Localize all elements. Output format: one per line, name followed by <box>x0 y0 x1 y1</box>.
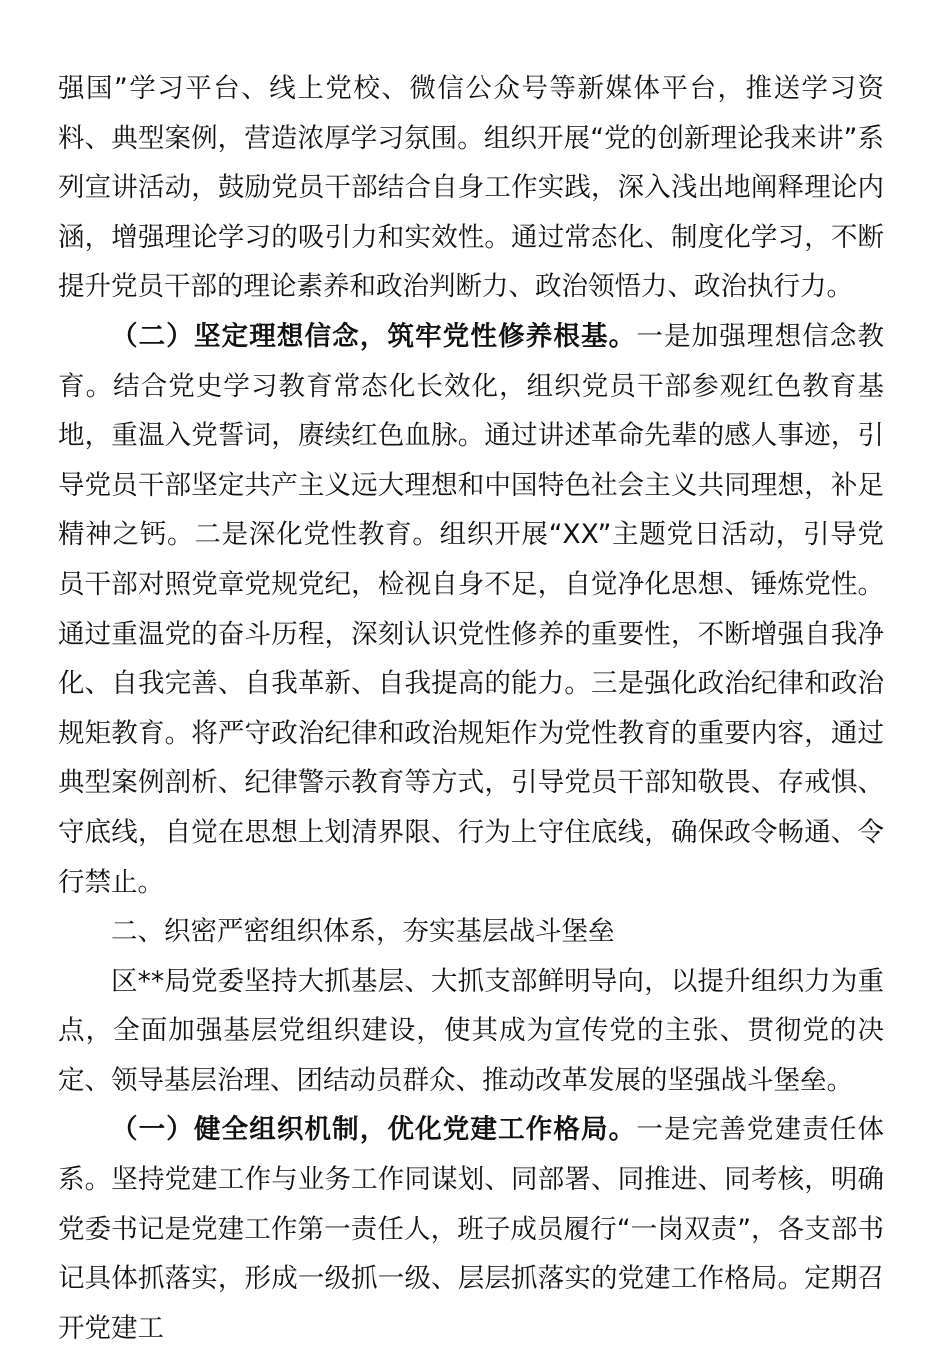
paragraph-text: 一是加强理想信念教育。结合党史学习教育常态化长效化，组织党员干部参观红色教育基地，重温入党誓词，赓续红色血脉。通过讲述革命先辈的感人事迹，引导党员干部坚定共产主义远大理想和中国特色社会主义共同理想，补足精神之钙。二是深化党性教育。组织开展“XX”主题党日活动，引导党员干部对照党章党规党纪，检视自身不足，自觉净化思想、锤炼党性。通过重温党的奋斗历程，深刻认识党性修养的重要性，不断增强自我净化、自我完善、自我革新、自我提高的能力。三是强化政治纪律和政治规矩教育。将严守政治纪律和政治规矩作为党性教育的重要内容，通过典型案例剖析、纪律警示教育等方式，引导党员干部知敬畏、存戒惧、守底线，自觉在思想上划清界限、行为上守住底线，确保政令畅通、令行禁止。 <box>58 320 885 898</box>
paragraph-organization-mechanism <box>58 1105 884 1353</box>
paragraph-text: 强国”学习平台、线上党校、微信公众号等新媒体平台，推送学习资料、典型案例，营造浓厚学习氛围。组织开展“党的创新理论我来讲”系列宣讲活动，鼓励党员干部结合自身工作实践，深入浅出地阐释理论内涵，增强理论学习的吸引力和实效性。通过常态化、制度化学习，不断提升党员干部的理论素养和政治判断力、政治领悟力、政治执行力。 <box>58 73 884 303</box>
section-heading-text: 二、织密严密组织体系，夯实基层战斗堡垒 <box>111 916 615 948</box>
section-heading-organization <box>58 907 884 957</box>
subheading-ideals-belief: （二）坚定理想信念，筑牢党性修养根基。 <box>111 320 637 352</box>
paragraph-platform-study <box>58 64 884 312</box>
paragraph-organization-intro <box>58 957 884 1106</box>
paragraph-text: 区**局党委坚持大抓基层、大抓支部鲜明导向，以提升组织力为重点，全面加强基层党组织建设，使其成为宣传党的主张、贯彻党的决定、领导基层治理、团结动员群众、推动改革发展的坚强战斗堡垒。 <box>58 965 884 1096</box>
subheading-organization-mechanism: （一）健全组织机制，优化党建工作格局。 <box>111 1114 637 1146</box>
paragraph-text: 一是完善党建责任体系。坚持党建工作与业务工作同谋划、同部署、同推进、同考核，明确党委书记是党建工作第一责任人，班子成员履行“一岗双责”，各支部书记具体抓落实，形成一级抓一级、层层抓落实的党建工作格局。定期召开党建工 <box>58 1114 885 1344</box>
paragraph-ideals-belief <box>58 312 884 907</box>
